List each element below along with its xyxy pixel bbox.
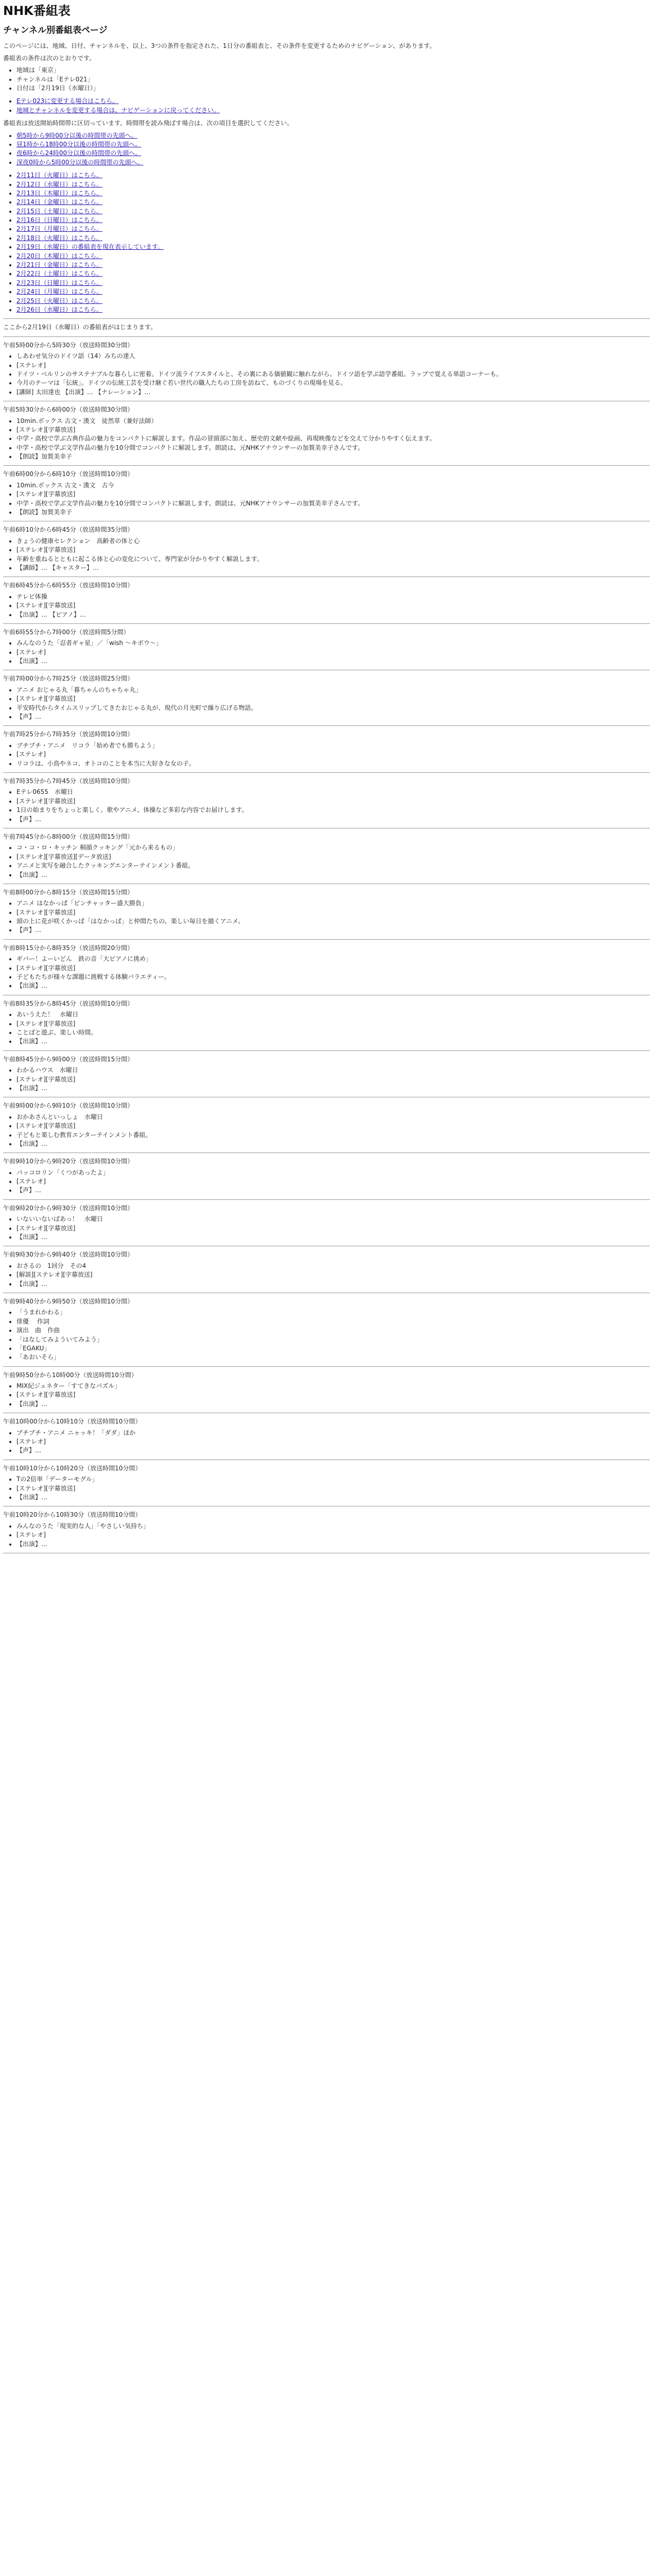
- program-time: 午前5時30分から6時00分（放送時間30分間）: [3, 406, 134, 414]
- program-block: [3, 1371, 650, 1414]
- time-links: [3, 131, 650, 167]
- program-time: 午前5時00分から5時30分（放送時間30分間）: [3, 341, 134, 349]
- program-detail: • 【朗読】加賀美幸子: [16, 508, 650, 517]
- intro-text: このページには、地域、日付、チャンネルを、以上、3つの条件を指定された、1日分の番組表と、その条件を変更するためのナビゲーション、があります。: [3, 42, 436, 50]
- conditions-heading: 番組表の条件は次のとおりです。: [3, 54, 96, 62]
- program-details: [3, 1010, 650, 1046]
- condition-region: • 地域は「東京」: [16, 66, 650, 75]
- divider: [3, 1199, 650, 1200]
- program-time: 午前8時00分から8時15分（放送時間15分間）: [3, 888, 134, 896]
- program-detail: • 【声】…: [16, 1446, 650, 1455]
- page-subtitle: チャンネル別番組表ページ: [3, 25, 108, 36]
- program-block: [3, 1055, 650, 1098]
- change-channel-link[interactable]: Eテレ023に変更する場合はこちら。: [16, 97, 119, 105]
- program-title: • Tの2倍率「データーモグル」: [16, 1475, 650, 1484]
- program-block: [3, 581, 650, 624]
- program-block: [3, 1204, 650, 1247]
- program-detail: • 【声】…: [16, 926, 650, 935]
- program-detail: • 【朗読】加賀美幸子: [16, 452, 650, 461]
- program-detail: • 【出演】…: [16, 1233, 650, 1242]
- program-block: [3, 405, 650, 466]
- divider: [3, 939, 650, 940]
- program-detail: • [ステレオ][字幕放送]: [16, 426, 650, 434]
- divider: [3, 1366, 650, 1367]
- day-link[interactable]: 2月16日（日曜日）はこちら。: [16, 216, 102, 224]
- day-link-item: [16, 261, 650, 269]
- program-details: [3, 1168, 650, 1195]
- program-detail: • 【出演】…: [16, 981, 650, 990]
- program-detail: • 【声】…: [16, 713, 650, 721]
- program-detail: • 中学・高校で学ぶ文学作品の魅力を10分間でコンパクトに解説します。朗読は、元NHKアナウンサーの加賀美幸子さんです。: [16, 499, 650, 508]
- condition-date: • 日付は「2月19日（水曜日）」: [16, 84, 650, 93]
- program-details: [3, 1429, 650, 1455]
- program-details: [3, 1262, 650, 1289]
- program-detail: • 【出演】…: [16, 1037, 650, 1046]
- program-title: • パッコロリン「くつがあったよ」: [16, 1168, 650, 1177]
- program-title: • アニメ おじゃる丸「暮ちゃんのちゃちゃ丸」: [16, 686, 650, 694]
- program-detail: • [ステレオ]: [16, 648, 650, 657]
- day-link-item: [16, 252, 650, 261]
- day-link-item: [16, 306, 650, 314]
- divider: [3, 623, 650, 624]
- time-link-evening[interactable]: 夜6時から24時00分以後の時間帯の先頭へ。: [16, 149, 142, 157]
- program-block: [3, 1250, 650, 1293]
- program-details: [3, 843, 650, 879]
- program-detail: • [ステレオ][字幕放送]: [16, 1075, 650, 1084]
- program-title: • アニメ はなかっぱ「ピンチャッター盛大勝負」: [16, 899, 650, 908]
- program-time: 午前10時20分から10時30分（放送時間10分間）: [3, 1511, 142, 1519]
- program-details: [3, 481, 650, 517]
- program-title: • 10min.ボックス 古文・漢文 徒然草（兼好法師）: [16, 417, 650, 426]
- day-link-item: [16, 243, 650, 251]
- back-to-navigation-link[interactable]: 地域とチャンネルを変更する場合は、ナビゲーションに戻ってください。: [16, 106, 220, 114]
- program-time: 午前10時00分から10時10分（放送時間10分間）: [3, 1418, 142, 1426]
- program-detail: • 【出演】… 【ピアノ】…: [16, 611, 650, 619]
- program-block: [3, 1297, 650, 1367]
- program-detail: • 【出演】…: [16, 1084, 650, 1093]
- program-title: • Eテレ0655 水曜日: [16, 788, 650, 796]
- program-block: [3, 526, 650, 577]
- program-details: [3, 1113, 650, 1149]
- program-detail: • 【出演】…: [16, 1400, 650, 1409]
- program-block: [3, 888, 650, 940]
- program-title: • ブチブチ・アニメ リコラ「始め者でも勝ちよう」: [16, 741, 650, 750]
- program-detail: • ドイツ・ベルリンのサステナブルな暮らしに密着。ドイツ流ライフスタイルと、その裏にある価値観に触れながら、ドイツ語を学ぶ語学番組。ラップで覚える単語コーナーも。: [16, 370, 650, 379]
- divider: [3, 1050, 650, 1051]
- day-link[interactable]: 2月15日（土曜日）はこちら。: [16, 207, 102, 215]
- divider: [3, 772, 650, 773]
- program-detail: • [ステレオ][字幕放送]: [16, 694, 650, 703]
- program-detail: • [ステレオ][字幕放送]: [16, 908, 650, 917]
- program-detail: • [ステレオ]: [16, 1531, 650, 1539]
- program-detail: • アニメと実写を融合したクッキングエンターテインメント番組。: [16, 861, 650, 870]
- program-detail: • [ステレオ]: [16, 1177, 650, 1186]
- program-title: • コ・コ・ロ・キッチン 桐顔クッキング「元から来るもの」: [16, 843, 650, 852]
- divider: [3, 465, 650, 466]
- program-block: [3, 1511, 650, 1553]
- program-details: [3, 899, 650, 935]
- schedule-start-heading: ここから2月19日（水曜日）の番組表がはじまります。: [3, 324, 157, 331]
- program-details: [3, 1522, 650, 1549]
- program-detail: • 俳優 作詞: [16, 1317, 650, 1326]
- program-detail: • 演出 曲 作曲: [16, 1326, 650, 1335]
- program-time: 午前9時30分から9時40分（放送時間10分間）: [3, 1251, 134, 1259]
- day-link[interactable]: 2月25日（火曜日）はこちら。: [16, 297, 102, 304]
- program-detail: • [ステレオ]: [16, 750, 650, 759]
- program-detail: • ことばと遊ぶ、楽しい時間。: [16, 1028, 650, 1037]
- time-heading: 番組表は放送開始時間帯に区切っています。時間帯を読み飛ばす場合は、次の項目を選択してください。: [3, 120, 294, 127]
- day-link[interactable]: 2月18日（火曜日）はこちら。: [16, 234, 102, 242]
- program-time: 午前8時45分から9時00分（放送時間15分間）: [3, 1055, 134, 1063]
- program-time: 午前9時20分から9時30分（放送時間10分間）: [3, 1204, 134, 1212]
- program-detail: • 1日の始まりをちょっと楽しく。歌やアニメ、体操など多彩な内容でお届けします。: [16, 806, 650, 815]
- day-link-item: [16, 287, 650, 296]
- program-detail: • [ステレオ]: [16, 361, 650, 370]
- program-list: [3, 341, 650, 1553]
- program-detail: • 頭の上に花が咲くかっぱ「はなかっぱ」と仲間たちの、楽しい毎日を描くアニメ。: [16, 917, 650, 926]
- program-details: [3, 788, 650, 824]
- program-block: [3, 674, 650, 726]
- change-links: [3, 97, 650, 115]
- day-link-item: [16, 297, 650, 306]
- program-detail: • リコラは、小鳥やネコ、オトコのことを本当に大好きな女の子。: [16, 759, 650, 768]
- day-link-item: [16, 180, 650, 189]
- day-link[interactable]: 2月11日（火曜日）はこちら。: [16, 172, 102, 179]
- program-title: • 「うまれかわる」: [16, 1308, 650, 1317]
- day-link-item: [16, 279, 650, 287]
- program-title: • しあわせ気分のドイツ語（14）みちの達人: [16, 352, 650, 361]
- program-detail: • [ステレオ][字幕放送]: [16, 1020, 650, 1028]
- program-detail: • [ステレオ][字幕放送]: [16, 1224, 650, 1233]
- program-detail: • [ステレオ][字幕放送]: [16, 1484, 650, 1493]
- program-detail: • 【講師】… 【キャスター】…: [16, 564, 650, 572]
- time-link-morning[interactable]: 朝5時から9時00分以後の時間帯の先頭へ。: [16, 131, 138, 139]
- program-details: [3, 1215, 650, 1242]
- day-link[interactable]: 2月19日（水曜日）の番組表を現在表示しています。: [16, 243, 164, 251]
- program-time: 午前7時00分から7時25分（放送時間25分間）: [3, 675, 134, 683]
- program-time: 午前6時00分から6時10分（放送時間10分間）: [3, 470, 134, 478]
- program-title: • ギバー！よーいどん 鉄の音「大ピアノに挑め」: [16, 955, 650, 963]
- program-block: [3, 944, 650, 995]
- program-title: • みんなのうた「現実的な人」「やさしい気持ち」: [16, 1522, 650, 1531]
- program-details: [3, 352, 650, 397]
- day-link[interactable]: 2月14日（金曜日）はこちら。: [16, 198, 102, 206]
- program-time: 午前10時10分から10時20分（放送時間10分間）: [3, 1464, 142, 1472]
- program-detail: • 「EGAKU」: [16, 1344, 650, 1353]
- program-detail: • [ステレオ][字幕放送]: [16, 601, 650, 610]
- day-links: [3, 171, 650, 314]
- program-detail: • [ステレオ][字幕放送]: [16, 964, 650, 973]
- day-link[interactable]: 2月23日（日曜日）はこちら。: [16, 279, 102, 286]
- program-detail: • 子どもと楽しむ教育エンターテインメント番組。: [16, 1131, 650, 1140]
- day-link-item: [16, 207, 650, 216]
- day-link[interactable]: 2月21日（金曜日）はこちら。: [16, 261, 102, 269]
- day-link-item: [16, 198, 650, 207]
- day-link-item: [16, 269, 650, 278]
- program-details: [3, 537, 650, 573]
- program-detail: • [ステレオ][字幕放送]: [16, 546, 650, 554]
- day-link[interactable]: 2月17日（月曜日）はこちら。: [16, 225, 102, 233]
- program-detail: • 【声】…: [16, 815, 650, 824]
- program-detail: • [ステレオ][字幕放送][データ放送]: [16, 853, 650, 861]
- program-title: • 10min.ボックス 古文・漢文 古今: [16, 481, 650, 490]
- program-time: 午前9時40分から9時50分（放送時間10分間）: [3, 1297, 134, 1305]
- program-time: 午前7時35分から7時45分（放送時間10分間）: [3, 777, 134, 785]
- program-block: [3, 1464, 650, 1507]
- program-detail: • 【出演】…: [16, 1280, 650, 1289]
- program-title: • みんなのうた「忍者ギャ星」／「wish ～キボウ～」: [16, 639, 650, 648]
- program-block: [3, 470, 650, 521]
- divider: [3, 336, 650, 337]
- program-block: [3, 341, 650, 401]
- program-title: • おかあさんといっしょ 水曜日: [16, 1113, 650, 1122]
- program-title: • ブチブチ・アニメ ニャッキ！「ダダ」ほか: [16, 1429, 650, 1437]
- program-detail: • 【出演】…: [16, 1140, 650, 1148]
- program-detail: • 今月のテーマは「伝統」。ドイツの伝統工芸を受け継ぐ若い世代の職人たちの工房を訪ねて、ものづくりの現場を見る。: [16, 379, 650, 387]
- program-detail: • 【声】…: [16, 1186, 650, 1195]
- program-details: [3, 1382, 650, 1409]
- time-link-day[interactable]: 昼1時から18時00分以後の時間帯の先頭へ。: [16, 140, 142, 148]
- program-time: 午前7時25分から7時35分（放送時間10分間）: [3, 731, 134, 738]
- program-title: • MIX紀ジェネター「すてきなパズル」: [16, 1382, 650, 1391]
- day-link-item: [16, 225, 650, 233]
- program-detail: • [ステレオ][字幕放送]: [16, 490, 650, 499]
- program-title: • いないいないばあっ！ 水曜日: [16, 1215, 650, 1224]
- program-time: 午前8時35分から8時45分（放送時間10分間）: [3, 999, 134, 1007]
- program-block: [3, 833, 650, 884]
- day-link[interactable]: 2月26日（水曜日）はこちら。: [16, 306, 102, 313]
- program-time: 午前6時10分から6時45分（放送時間35分間）: [3, 526, 134, 534]
- program-block: [3, 628, 650, 671]
- program-detail: • [ステレオ][字幕放送]: [16, 797, 650, 806]
- divider: [3, 725, 650, 726]
- program-title: • わかるハウス 水曜日: [16, 1066, 650, 1075]
- day-link-item: [16, 189, 650, 198]
- program-detail: • 中学・高校で学ぶ古典作品の魅力をコンパクトに解説します。作品の冒頭部に加え、歴史的文献や絵画、再現映像などを交えて分かりやすく伝えます。: [16, 434, 650, 443]
- program-detail: • 「はなしてみよういてみよう」: [16, 1335, 650, 1344]
- page-title: NHK番組表: [3, 4, 71, 18]
- program-detail: • 平安時代からタイムスリップしてきたおじゃる丸が、現代の月光町で繰り広げる物語。: [16, 704, 650, 713]
- program-detail: • 【出演】…: [16, 1493, 650, 1502]
- program-details: [3, 639, 650, 666]
- program-details: [3, 417, 650, 462]
- program-title: • テレビ体操: [16, 592, 650, 601]
- program-time: 午前6時45分から6時55分（放送時間10分間）: [3, 582, 134, 589]
- day-link-item: [16, 234, 650, 243]
- program-detail: • [ステレオ][字幕放送]: [16, 1391, 650, 1399]
- conditions-list: [3, 66, 650, 93]
- program-time: 午前7時45分から8時00分（放送時間15分間）: [3, 833, 134, 840]
- program-block: [3, 999, 650, 1051]
- day-link-item: [16, 216, 650, 225]
- program-details: [3, 955, 650, 991]
- condition-channel: • チャンネルは「Eテレ021」: [16, 75, 650, 84]
- program-details: [3, 741, 650, 768]
- program-detail: • 子どもたちが様々な課題に挑戦する体験バラエティー。: [16, 973, 650, 981]
- day-link[interactable]: 2月12日（水曜日）はこちら。: [16, 180, 102, 188]
- program-time: 午前9時00分から9時10分（放送時間10分間）: [3, 1102, 134, 1110]
- day-link[interactable]: 2月22日（土曜日）はこちら。: [16, 270, 102, 278]
- program-time: 午前6時55分から7時00分（放送時間5分間）: [3, 628, 130, 636]
- day-link-item: [16, 171, 650, 180]
- program-detail: • 年齢を重ねるとともに起こる体と心の変化について、専門家が分かりやすく解説します。: [16, 555, 650, 564]
- program-detail: • 「あおいそら」: [16, 1353, 650, 1362]
- program-block: [3, 1417, 650, 1460]
- day-link[interactable]: 2月24日（月曜日）はこちら。: [16, 288, 102, 296]
- program-detail: • [講師] 太田達也 【出演】… 【ナレーション】…: [16, 388, 650, 397]
- day-link[interactable]: 2月20日（木曜日）はこちら。: [16, 252, 102, 260]
- program-details: [3, 1308, 650, 1362]
- program-block: [3, 730, 650, 773]
- program-details: [3, 686, 650, 722]
- program-title: • おさるの 1回分 その4: [16, 1262, 650, 1270]
- program-detail: • 中学・高校で学ぶ文学作品の魅力を10分間でコンパクトに解説します。朗読は、元NHKアナウンサーの加賀美幸子さんです。: [16, 444, 650, 452]
- day-link[interactable]: 2月13日（木曜日）はこちら。: [16, 189, 102, 197]
- program-title: • あいうえた！ 水曜日: [16, 1010, 650, 1019]
- program-details: [3, 592, 650, 619]
- program-detail: • [解説][ステレオ][字幕放送]: [16, 1270, 650, 1279]
- program-detail: • 【出演】…: [16, 657, 650, 666]
- program-details: [3, 1475, 650, 1502]
- time-link-night[interactable]: 深夜0時から5時00分以後の時間帯の先頭へ。: [16, 158, 144, 166]
- program-detail: • [ステレオ]: [16, 1437, 650, 1446]
- program-detail: • [ステレオ][字幕放送]: [16, 1122, 650, 1130]
- program-time: 午前8時15分から8時35分（放送時間20分間）: [3, 944, 134, 952]
- program-time: 午前9時50分から10時00分（放送時間10分間）: [3, 1371, 138, 1379]
- program-block: [3, 777, 650, 828]
- program-title: • きょうの健康セレクション 高齢者の体と心: [16, 537, 650, 546]
- program-details: [3, 1066, 650, 1093]
- program-detail: • 【出演】…: [16, 871, 650, 879]
- program-block: [3, 1101, 650, 1153]
- program-detail: • 【出演】…: [16, 1540, 650, 1549]
- divider: [3, 318, 650, 319]
- program-time: 午前9時10分から9時20分（放送時間10分間）: [3, 1158, 134, 1165]
- program-block: [3, 1157, 650, 1200]
